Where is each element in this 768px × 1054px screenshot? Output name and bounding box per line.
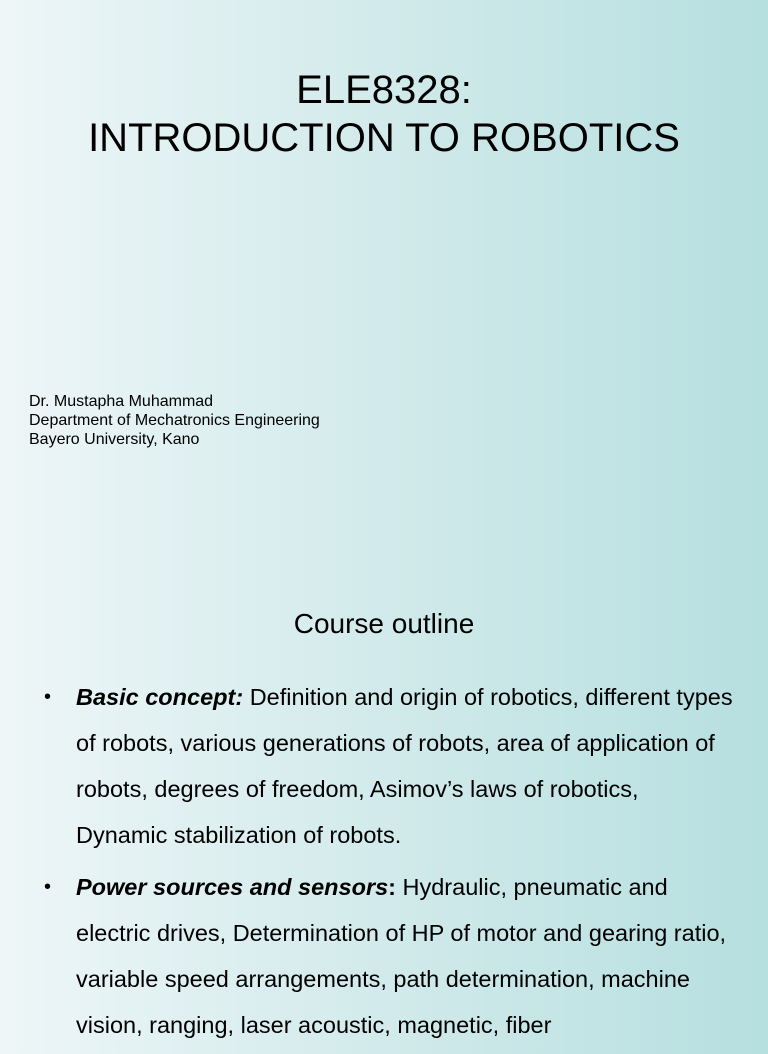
outline-heading: Course outline <box>293 608 475 639</box>
course-code: ELE8328: <box>296 68 472 112</box>
bullet-icon: • <box>44 876 52 898</box>
author-block <box>29 392 320 449</box>
author-name: Dr. Mustapha Muhammad <box>29 393 214 410</box>
outline-term: Basic concept: <box>76 684 244 710</box>
outline-description: Definition and origin of robotics, different types of robots, various generations of robots, area of application of robots, degrees of freedom, Asimov’s laws of robotics, Dynamic stabilization of robots. <box>76 684 733 848</box>
outline-list <box>44 674 734 1054</box>
course-outline-slide <box>0 576 768 1038</box>
author-department: Department of Mechatronics Engineering <box>29 412 320 429</box>
slide-title <box>0 66 768 162</box>
course-title: INTRODUCTION TO ROBOTICS <box>88 116 680 160</box>
outline-description: Hydraulic, pneumatic and electric drives, Determination of HP of motor and gearing ratio, variable speed arrangements, path determination, machine vision, ranging, laser acoustic, magnetic, fiber <box>76 874 727 1038</box>
outline-term: Power sources and sensors <box>76 874 389 900</box>
outline-item-basic-concept <box>44 674 734 858</box>
outline-item-power-sources <box>44 864 734 1048</box>
author-university: Bayero University, Kano <box>29 431 200 448</box>
bullet-icon: • <box>44 686 52 708</box>
outline-separator: : <box>388 874 396 900</box>
